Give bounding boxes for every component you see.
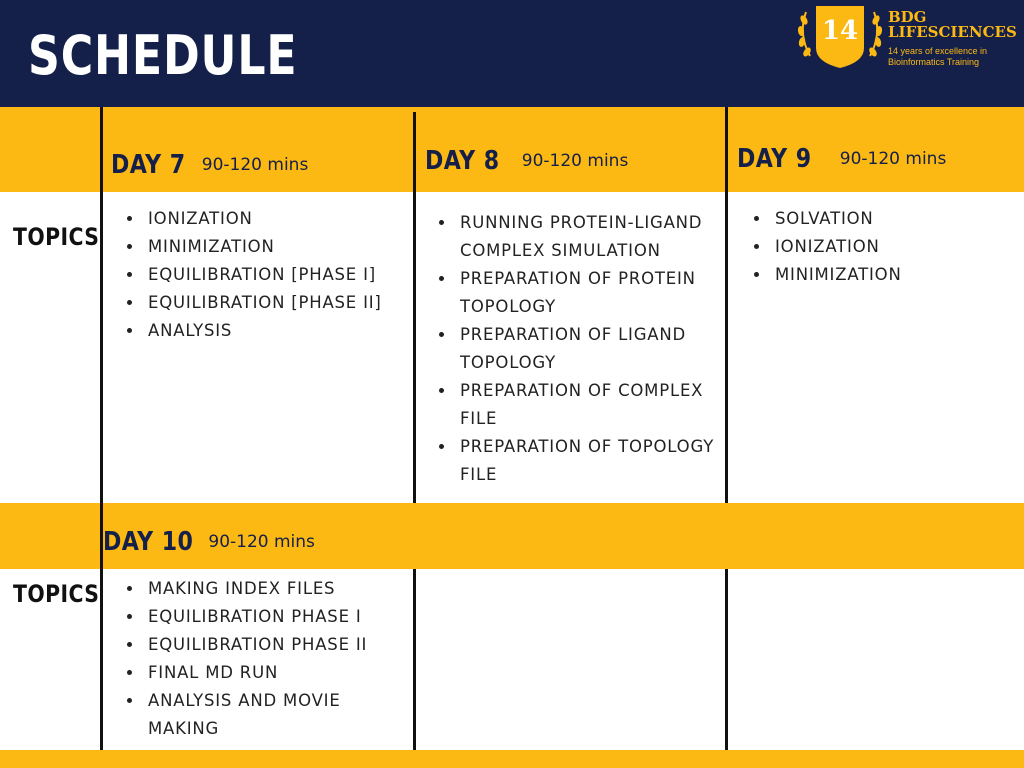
logo-name: BDG LIFESCIENCES <box>888 8 1017 41</box>
topic-item: • IONIZATION <box>771 233 1021 261</box>
topic-item: • PREPARATION OF PROTEIN TOPOLOGY <box>456 265 726 321</box>
day-label: DAY 7 <box>111 150 186 180</box>
topic-list-day-9 <box>753 205 1021 289</box>
logo-number: 14 <box>821 16 859 46</box>
day-header <box>111 150 308 180</box>
topic-item: • RUNNING PROTEIN-LIGAND COMPLEX SIMULATION <box>456 209 726 265</box>
day-header <box>103 527 315 557</box>
topic-item: • FINAL MD RUN <box>144 659 414 687</box>
column-divider <box>100 107 103 750</box>
topics-row-label: TOPICS <box>13 580 100 608</box>
topic-item: • EQUILIBRATION [PHASE I] <box>144 261 414 289</box>
topic-item: • PREPARATION OF LIGAND TOPOLOGY <box>456 321 726 377</box>
topic-item: • MINIMIZATION <box>144 233 414 261</box>
topics-row-label: TOPICS <box>13 223 100 251</box>
topic-item: • SOLVATION <box>771 205 1021 233</box>
day-duration: 90-120 mins <box>839 149 947 169</box>
logo-tagline: 14 years of excellence in Bioinformatics Training <box>888 46 988 67</box>
day-label: DAY 10 <box>103 527 194 557</box>
topic-list-day-10 <box>126 575 414 743</box>
topic-item: • ANALYSIS AND MOVIE MAKING <box>144 687 414 743</box>
topic-item: • MINIMIZATION <box>771 261 1021 289</box>
topic-item: • ANALYSIS <box>144 317 414 345</box>
topic-item: • PREPARATION OF TOPOLOGY FILE <box>456 433 726 489</box>
topic-item: • IONIZATION <box>144 205 414 233</box>
day-duration: 90-120 mins <box>201 155 309 175</box>
topic-item: • EQUILIBRATION [PHASE II] <box>144 289 414 317</box>
header-bar <box>0 0 1024 107</box>
page-title: SCHEDULE <box>28 24 298 87</box>
day-label: DAY 9 <box>737 144 812 174</box>
topic-item: • EQUILIBRATION PHASE II <box>144 631 414 659</box>
topic-item: • EQUILIBRATION PHASE I <box>144 603 414 631</box>
topic-list-day-8 <box>438 209 726 489</box>
footer-band <box>0 750 1024 768</box>
day-duration: 90-120 mins <box>521 151 629 171</box>
column-divider <box>725 569 728 750</box>
day-label: DAY 8 <box>425 146 500 176</box>
day-duration: 90-120 mins <box>208 532 315 552</box>
day-header <box>737 144 946 174</box>
bdg-logo <box>796 4 1022 72</box>
day-header <box>425 146 628 176</box>
topic-item: • PREPARATION OF COMPLEX FILE <box>456 377 726 433</box>
topic-item: • MAKING INDEX FILES <box>144 575 414 603</box>
topic-list-day-7 <box>126 205 414 345</box>
